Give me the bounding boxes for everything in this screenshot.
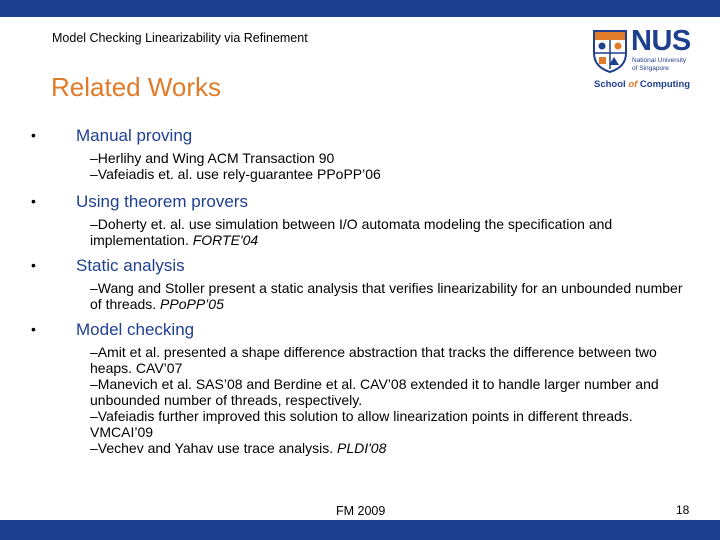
section-heading: Model checking xyxy=(76,320,195,339)
nus-crest-icon xyxy=(592,29,628,73)
page-number: 18 xyxy=(676,503,690,517)
list-item: –Vafeiadis further improved this solution to allow linearization points in different threads. VMCAI’09 xyxy=(90,408,633,440)
bottom-bar xyxy=(0,520,720,540)
bullet-icon: • xyxy=(31,321,36,337)
logo-wordmark: NUS xyxy=(631,25,691,57)
sub-list xyxy=(90,344,690,456)
venue-label: PLDI'08 xyxy=(336,440,387,456)
section-heading: Manual proving xyxy=(76,126,193,145)
sub-list xyxy=(90,280,690,312)
section-heading: Static analysis xyxy=(76,256,185,275)
logo-subtitle: National University of Singapore xyxy=(632,57,687,72)
logo-school: School of Computing xyxy=(594,79,691,90)
list-item: –Wang and Stoller present a static analysis that verifies linearizability for an unbounded number of threads. PPoPP’05 xyxy=(90,280,683,312)
footer-conference: FM 2009 xyxy=(336,504,386,518)
slide-title: Related Works xyxy=(51,72,222,102)
bullet-static-analysis xyxy=(30,256,690,280)
list-item: –Vechev and Yahav use trace analysis. PLDI'08 xyxy=(90,440,387,456)
section-heading: Using theorem provers xyxy=(76,192,248,211)
bullet-icon: • xyxy=(31,257,36,273)
slide-content xyxy=(30,126,690,456)
bullet-theorem-provers xyxy=(30,192,690,216)
bullet-model-checking xyxy=(30,320,690,344)
sub-list xyxy=(90,150,690,182)
header-title: Model Checking Linearizability via Refinement xyxy=(52,31,308,45)
top-bar xyxy=(0,0,720,17)
venue-label: FORTE'04 xyxy=(192,232,259,248)
venue-label: PPoPP’05 xyxy=(160,296,224,312)
list-item: –Herlihy and Wing ACM Transaction 90 xyxy=(90,150,335,166)
list-item: –Doherty et. al. use simulation between I/O automata modeling the specification and implementation. FORTE'04 xyxy=(90,216,613,248)
list-item: –Amit et al. presented a shape difference abstraction that tracks the difference between two heaps. CAV’07 xyxy=(90,344,657,376)
bullet-manual-proving xyxy=(30,126,690,150)
sub-list xyxy=(90,216,690,248)
list-item: –Vafeiadis et. al. use rely-guarantee PPoPP’06 xyxy=(90,166,381,182)
bullet-icon: • xyxy=(31,193,36,209)
list-item: –Manevich et al. SAS’08 and Berdine et al. CAV’08 extended it to handle larger number and unbounded number of threads, respectively. xyxy=(90,376,659,408)
bullet-icon: • xyxy=(31,127,36,143)
nus-logo xyxy=(590,27,705,97)
